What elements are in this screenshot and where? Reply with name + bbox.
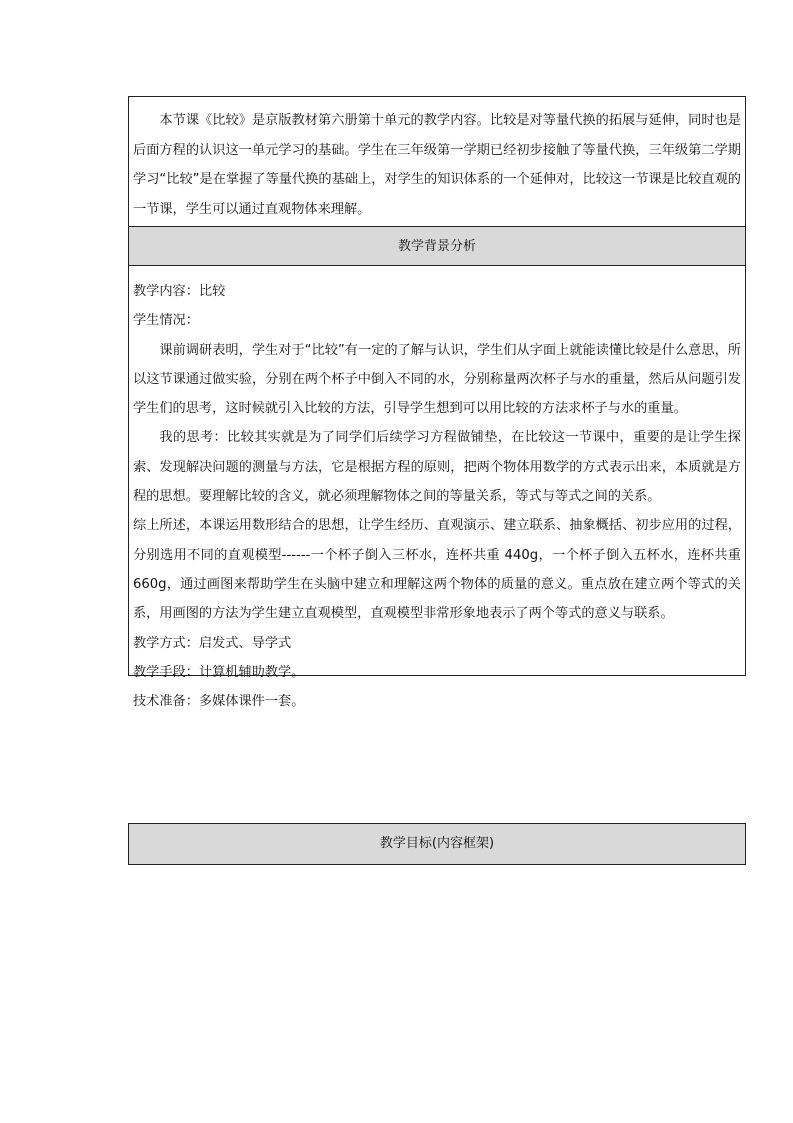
goals-title: 教学目标(内容框架) [379, 836, 495, 851]
research-paragraph: 课前调研表明，学生对于“比较”有一定的了解与认识，学生们从字面上就能读懂比较是什么意思，所以这节课通过做实验，分别在两个杯子中倒入不同的水，分别称量两次杯子与水的重量，然后从问题引发学生们的思考，这时候就引入比较的方法，引导学生想到可以用比较的方法求杯子与水的重量。 [133, 342, 741, 417]
tech-preparation-line: 技术准备：多媒体课件一套。 [133, 694, 305, 710]
goals-header [129, 824, 745, 864]
teaching-content-line: 教学内容：比较 [133, 284, 226, 299]
background-analysis-header [129, 227, 745, 266]
teaching-method-line: 教学方式：启发式、导学式 [133, 635, 292, 651]
goals-table [128, 823, 746, 865]
intro-paragraph: 本节课《比较》是京版教材第六册第十单元的教学内容。比较是对等量代换的拓展与延伸，同时也是后面方程的认识这一单元学习的基础。学生在三年级第一学期已经初步接触了等量代换，三年级第二学期学习“比较”是在掌握了等量代换的基础上，对学生的知识体系的一个延伸对，比较这一节课是比较直观的一节课，学生可以通过直观物体来理解。 [133, 113, 741, 217]
lesson-table [128, 96, 746, 710]
student-situation-label: 学生情况： [133, 313, 199, 329]
intro-cell [129, 97, 745, 227]
background-analysis-title: 教学背景分析 [397, 239, 476, 254]
summary-paragraph: 综上所述，本课运用数形结合的思想，让学生经历、直观演示、建立联系、抽象概括、初步应用的过程，分别选用不同的直观模型------一个杯子倒入三杯水，连杯共重 440g，一个杯子倒入五杯水，连杯共重 660g，通过画图来帮助学生在头脑中建立和理解这两个物体的质量的意义。重点放在建立两个等式的关系，用画图的方法为学生建立直观模型，直观模型非常形象地表示了两个等式的意义与联系。 [133, 518, 741, 622]
teaching-means-line: 教学手段：计算机辅助教学。 [133, 664, 305, 680]
background-analysis-body [129, 266, 745, 710]
reflection-paragraph: 我的思考：比较其实就是为了同学们后续学习方程做铺垫，在比较这一节课中，重要的是让学生探索、发现解决问题的测量与方法，它是根据方程的原则，把两个物体用数学的方式表示出来，本质就是方程的思想。要理解比较的含义，就必须理解物体之间的等量关系，等式与等式之间的关系。 [133, 430, 741, 505]
